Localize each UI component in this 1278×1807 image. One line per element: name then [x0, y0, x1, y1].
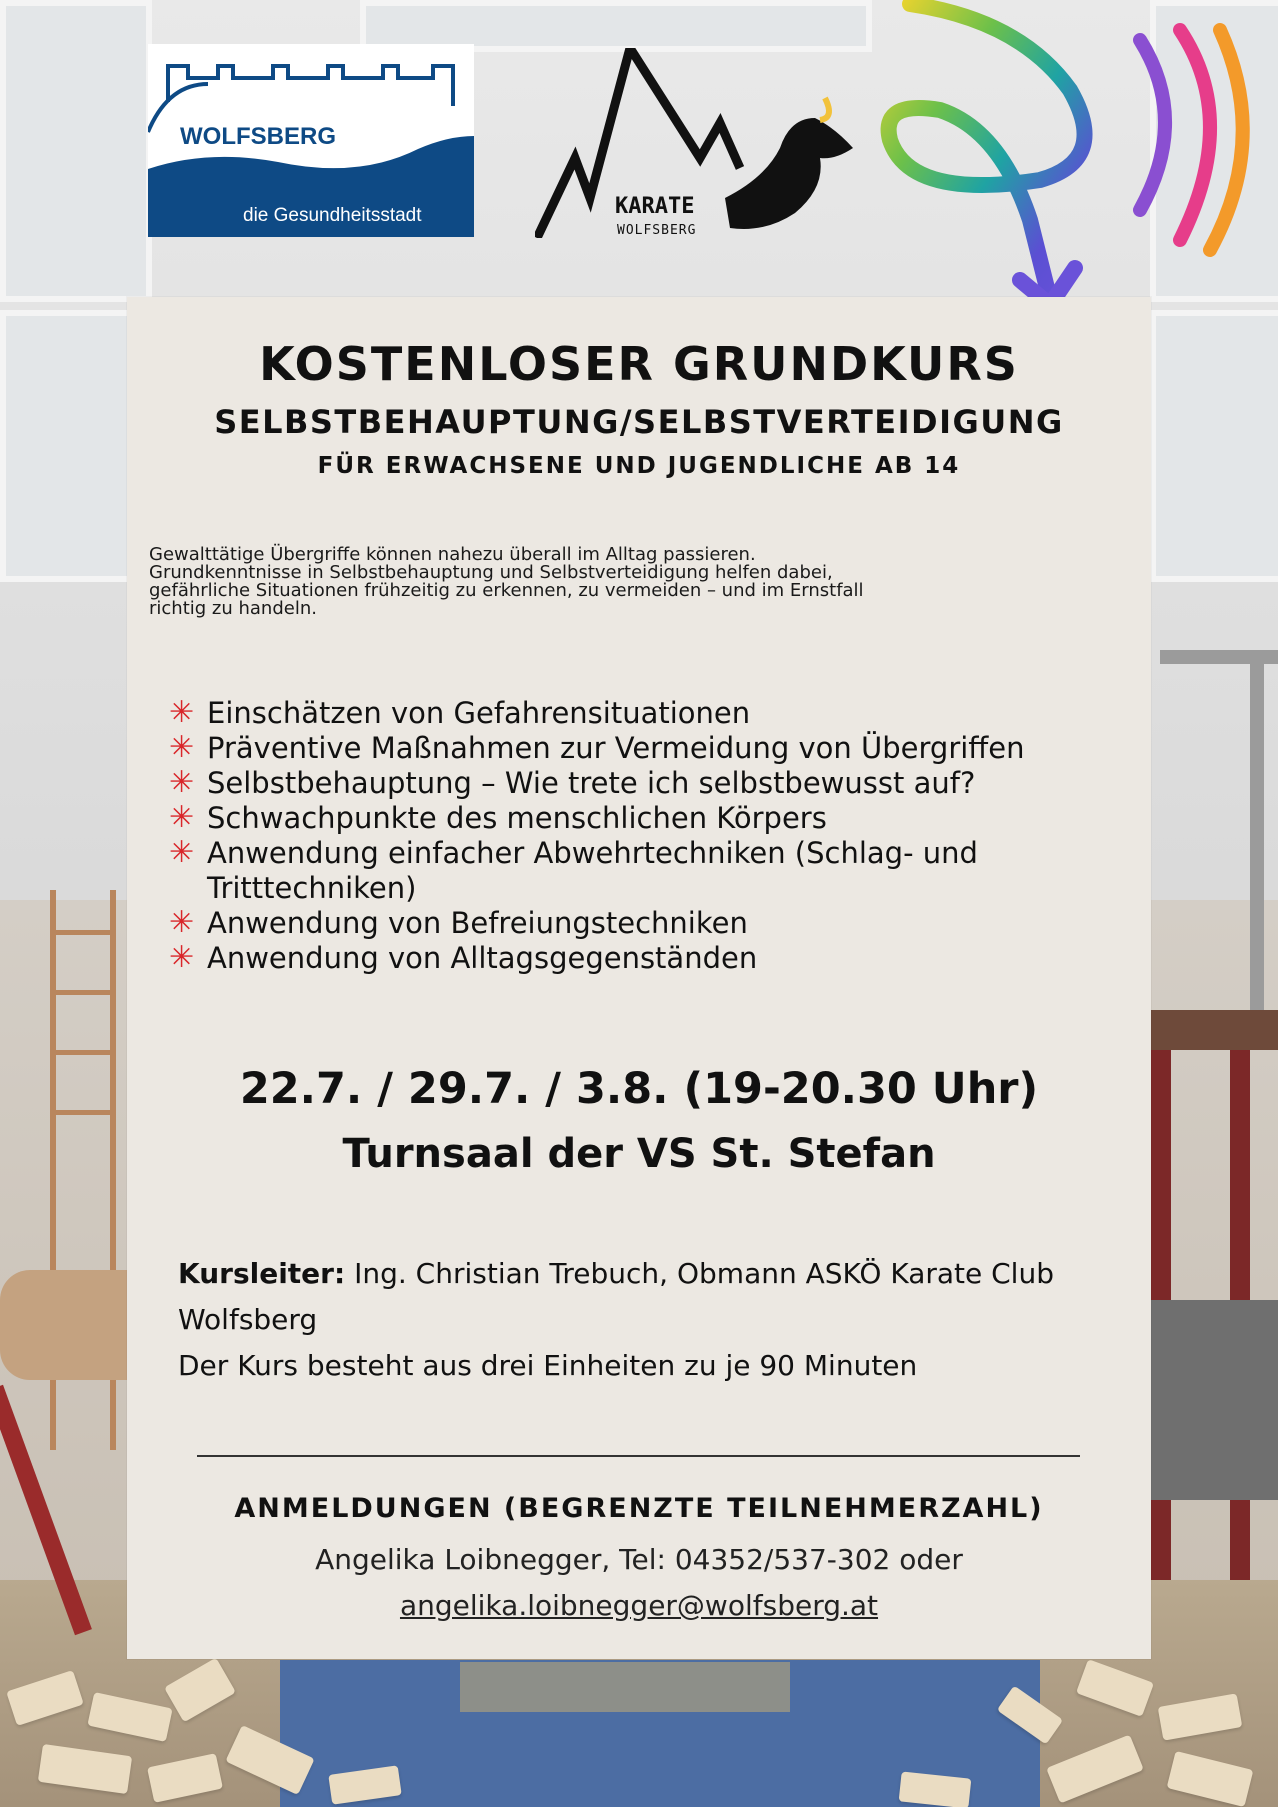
registration-title: ANMELDUNGEN (BEGRENZTE TEILNEHMERZAHL) [234, 1493, 1044, 1524]
list-item: ✳ Einschätzen von Gefahrensituationen [169, 695, 751, 730]
registration-email-row [127, 1583, 1151, 1629]
course-title: KOSTENLOSER GRUNDKURS [259, 337, 1019, 391]
list-item: ✳ Schwachpunkte des menschlichen Körpers [169, 800, 827, 835]
intro-paragraph [149, 546, 1129, 618]
karate-line1: KARATE [615, 194, 695, 219]
instructor-info [178, 1251, 1108, 1389]
intro-line: gefährliche Situationen frühzeitig zu erkennen, zu vermeiden – und im Ernstfall [149, 580, 864, 601]
course-dates: 22.7. / 29.7. / 3.8. (19-20.30 Uhr) [239, 1064, 1039, 1114]
instructor-text: Ing. Christian Trebuch, Obmann ASKÖ Karate Club Wolfsberg [178, 1257, 1054, 1336]
intro-line: Gewalttätige Übergriffe können nahezu überall im Alltag passieren. [149, 544, 756, 565]
red-star-icon: ✳ [169, 730, 195, 765]
karate-line2: WOLFSBERG [617, 223, 697, 238]
list-item: ✳ Anwendung von Befreiungstechniken [169, 905, 748, 940]
instructor-label: Kursleiter: [178, 1257, 346, 1290]
course-duration: Der Kurs besteht aus drei Einheiten zu je 90 Minuten [178, 1349, 918, 1382]
intro-line: richtig zu handeln. [149, 598, 317, 619]
list-item: ✳ Präventive Maßnahmen zur Vermeidung von Übergriffen [169, 730, 1025, 765]
red-star-icon: ✳ [169, 695, 195, 730]
rainbow-arrow-icon [870, 0, 1250, 320]
course-subtitle: SELBSTBEHAUPTUNG/SELBSTVERTEIDIGUNG [214, 403, 1064, 441]
red-star-icon: ✳ [169, 940, 195, 975]
wolfsberg-tagline: die Gesundheitsstadt [243, 205, 422, 226]
red-star-icon: ✳ [169, 765, 195, 800]
karate-wolfsberg-logo [535, 48, 855, 238]
red-star-icon: ✳ [169, 800, 195, 835]
list-item: ✳ Selbstbehauptung – Wie trete ich selbstbewusst auf? [169, 765, 976, 800]
intro-line: Grundkenntnisse in Selbstbehauptung und Selbstverteidigung helfen dabei, [149, 562, 833, 583]
email-link[interactable]: angelika.loibnegger@wolfsberg.at [399, 1589, 879, 1622]
registration-contact: Angelika Loibnegger, Tel: 04352/537-302 oder [315, 1543, 963, 1576]
list-item: ✳ Anwendung von Alltagsgegenständen [169, 940, 758, 975]
mountain-wolf-icon [535, 48, 855, 238]
course-audience: FÜR ERWACHSENE UND JUGENDLICHE AB 14 [317, 453, 961, 479]
red-star-icon: ✳ [169, 835, 195, 870]
wolfsberg-castle-icon [148, 44, 474, 237]
course-venue: Turnsaal der VS St. Stefan [342, 1131, 936, 1177]
wolfsberg-name: WOLFSBERG [180, 123, 336, 150]
divider [197, 1455, 1080, 1457]
wolfsberg-logo [148, 44, 474, 237]
list-item: ✳ Anwendung einfacher Abwehrtechniken (Schlag- und Tritttechniken) [169, 835, 978, 905]
red-star-icon: ✳ [169, 905, 195, 940]
topics-list [169, 696, 1129, 976]
info-card [127, 297, 1151, 1659]
